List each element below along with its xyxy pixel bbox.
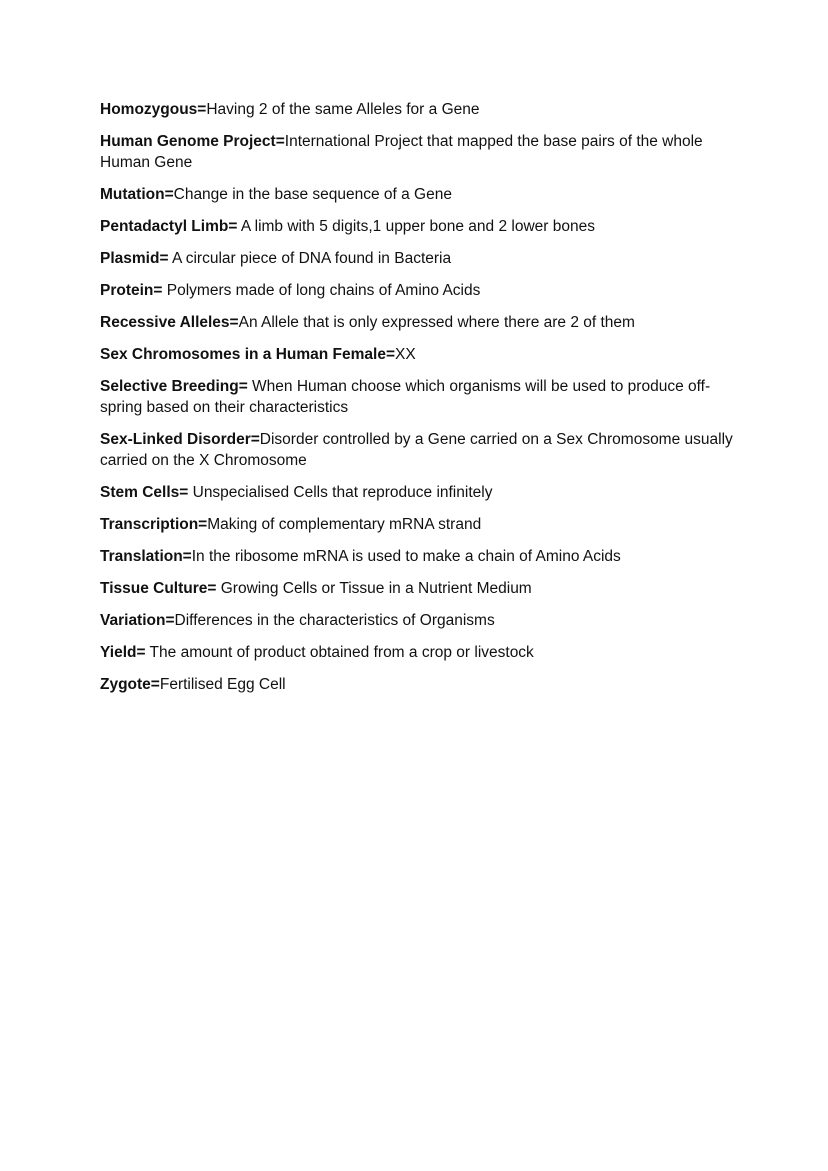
glossary-term: Transcription= bbox=[100, 516, 208, 533]
glossary-definition: A limb with 5 digits,1 upper bone and 2 lower bones bbox=[237, 218, 595, 235]
glossary-term: Plasmid= bbox=[100, 250, 169, 267]
glossary-entry-stem-cells bbox=[100, 482, 740, 503]
glossary-entry-translation bbox=[100, 546, 740, 567]
glossary-entry-homozygous bbox=[100, 99, 740, 120]
glossary-term: Selective Breeding= bbox=[100, 378, 248, 395]
glossary-entry-yield bbox=[100, 642, 740, 663]
glossary-entry-sex-linked-disorder bbox=[100, 429, 740, 471]
glossary-definition: Unspecialised Cells that reproduce infinitely bbox=[188, 484, 493, 501]
glossary-definition: International Project that mapped the base pairs of the whole Human Gene bbox=[100, 133, 703, 171]
glossary-term: Protein= bbox=[100, 282, 163, 299]
glossary-term: Tissue Culture= bbox=[100, 580, 217, 597]
glossary-definition: Growing Cells or Tissue in a Nutrient Medium bbox=[216, 580, 532, 597]
glossary-entry-sex-chromosomes-female bbox=[100, 344, 740, 365]
glossary-entry-tissue-culture bbox=[100, 578, 740, 599]
glossary-entry-human-genome-project bbox=[100, 131, 740, 173]
glossary-term: Sex Chromosomes in a Human Female= bbox=[100, 346, 396, 363]
glossary-entry-variation bbox=[100, 610, 740, 631]
glossary-page bbox=[100, 99, 740, 706]
glossary-definition: A circular piece of DNA found in Bacteria bbox=[168, 250, 452, 267]
glossary-definition: XX bbox=[395, 346, 416, 363]
glossary-term: Sex-Linked Disorder= bbox=[100, 431, 260, 448]
glossary-definition: The amount of product obtained from a crop or livestock bbox=[145, 644, 534, 661]
glossary-term: Variation= bbox=[100, 612, 175, 629]
glossary-definition: Change in the base sequence of a Gene bbox=[173, 186, 452, 203]
glossary-entry-plasmid bbox=[100, 248, 740, 269]
glossary-entry-protein bbox=[100, 280, 740, 301]
glossary-definition: Differences in the characteristics of Organisms bbox=[174, 612, 495, 629]
glossary-term: Zygote= bbox=[100, 676, 160, 693]
glossary-term: Human Genome Project= bbox=[100, 133, 285, 150]
glossary-term: Yield= bbox=[100, 644, 146, 661]
glossary-definition: Having 2 of the same Alleles for a Gene bbox=[206, 101, 480, 118]
glossary-definition: Fertilised Egg Cell bbox=[159, 676, 286, 693]
glossary-term: Recessive Alleles= bbox=[100, 314, 239, 331]
glossary-definition: Disorder controlled by a Gene carried on a Sex Chromosome usually carried on the X Chromosome bbox=[100, 431, 733, 469]
glossary-term: Homozygous= bbox=[100, 101, 207, 118]
glossary-entry-recessive-alleles bbox=[100, 312, 740, 333]
glossary-term: Mutation= bbox=[100, 186, 174, 203]
glossary-entry-pentadactyl-limb bbox=[100, 216, 740, 237]
glossary-definition: An Allele that is only expressed where there are 2 of them bbox=[238, 314, 635, 331]
glossary-definition: In the ribosome mRNA is used to make a chain of Amino Acids bbox=[191, 548, 621, 565]
glossary-definition: Making of complementary mRNA strand bbox=[207, 516, 482, 533]
glossary-entry-selective-breeding bbox=[100, 376, 740, 418]
glossary-definition: When Human choose which organisms will be used to produce off-spring based on their characteristics bbox=[100, 378, 711, 416]
glossary-entry-mutation bbox=[100, 184, 740, 205]
glossary-term: Translation= bbox=[100, 548, 192, 565]
glossary-entry-transcription bbox=[100, 514, 740, 535]
glossary-definition: Polymers made of long chains of Amino Acids bbox=[162, 282, 481, 299]
glossary-term: Stem Cells= bbox=[100, 484, 189, 501]
glossary-term: Pentadactyl Limb= bbox=[100, 218, 238, 235]
glossary-entry-zygote bbox=[100, 674, 740, 695]
